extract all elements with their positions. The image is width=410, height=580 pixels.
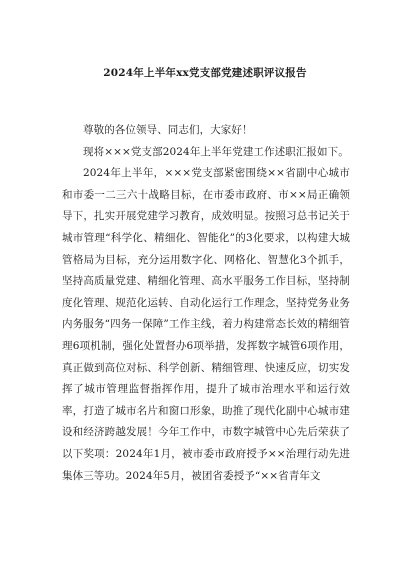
paragraph-intro: 现将×××党支部2024年上半年党建工作述职汇报如下。 [83, 145, 349, 158]
document-body [62, 120, 350, 487]
document-title: 2024年上半年xx党支部党建述职评议报告 [103, 67, 307, 79]
greeting-line: 尊敬的各位领导、同志们，大家好！ [83, 124, 253, 136]
paragraph-main: 2024年上半年，×××党支部紧密围绕××省副中心城市和市委一二三六十战略目标，在市委市政府、市××局正确领导下，扎实开展党建学习教育，成效明显。按照习总书记关于城市管理“科学化、精细化、智能化”的3化要求，以构建大城管格局为目标，充分运用数字化、网格化、智慧化3个抓手，坚持高质量党建、精细化管理、高水平服务工作目标，坚持制度化管理、规范化运转、自动化运行工作理念，坚持党务业务内务服务“四务一保障”工作主线，着力构建常态长效的精细管理6项机制，强化处置督办6项举措，发挥数字城管6项作用，真正做到高位对标、科学创新、精细管理、快速反应，切实发挥了城市管理监督指挥作用，提升了城市治理水平和运行效率，打造了城市名片和窗口形象，助推了现代化副中心城市建设和经济跨越发展！今年工作中，市数字城管中心先后荣获了以下奖项：2024年1月，被市委市政府授予××治理行动先进集体三等功。2024年5月，被团省委授予“××省青年文 [62, 167, 350, 482]
